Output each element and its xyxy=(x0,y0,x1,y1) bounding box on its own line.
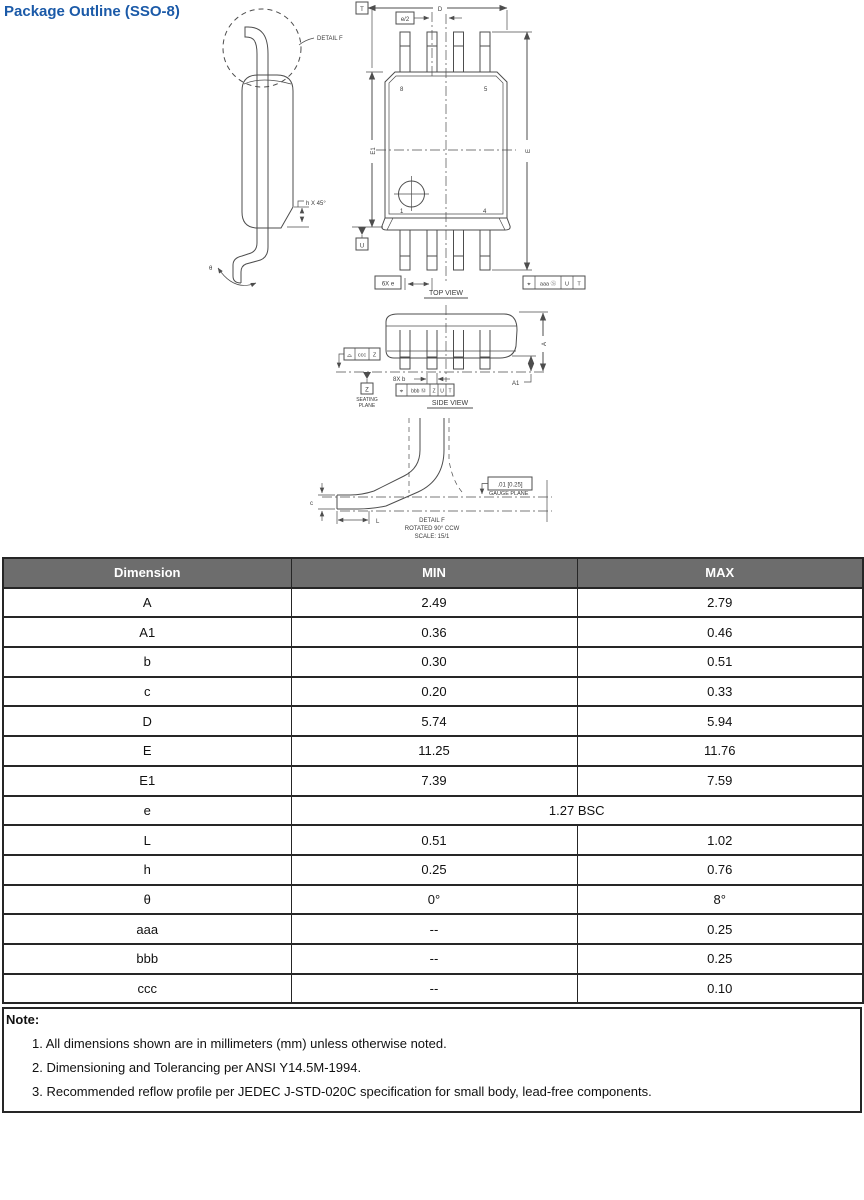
table-row xyxy=(3,617,863,647)
dimension-table-body xyxy=(3,588,863,1004)
max-cell: 0.10 xyxy=(577,974,863,1004)
max-cell: 5.94 xyxy=(577,706,863,736)
table-row xyxy=(3,944,863,974)
max-cell: 0.25 xyxy=(577,944,863,974)
dim-label-e1: E1 xyxy=(371,147,377,155)
detail-f-lead xyxy=(337,418,420,495)
lead-width-label: 8X b xyxy=(393,377,406,383)
dim-label-d: D xyxy=(437,7,443,13)
min-cell: 2.49 xyxy=(291,588,577,618)
notes-list xyxy=(4,1036,860,1099)
table-row xyxy=(3,588,863,618)
dimension-cell: E1 xyxy=(3,766,291,796)
dimension-cell: bbb xyxy=(3,944,291,974)
detail-f-view xyxy=(310,418,552,540)
seating-plane-label-1: SEATING xyxy=(356,397,378,403)
table-row xyxy=(3,677,863,707)
min-cell: -- xyxy=(291,944,577,974)
min-cell: 0.51 xyxy=(291,825,577,855)
dimension-cell: D xyxy=(3,706,291,736)
fcf-ccc-tolerance: ccc xyxy=(357,352,367,359)
fcf-tolerance: aaa Ⓢ xyxy=(539,281,557,288)
table-row xyxy=(3,706,863,736)
fcf-b-tolerance: bbb Ⓜ xyxy=(411,388,426,395)
table-row xyxy=(3,914,863,944)
dim-label-l: L xyxy=(376,519,380,525)
fcf-datum-1: U xyxy=(565,281,569,288)
fcf-b-datum-2: U xyxy=(440,388,444,395)
dim-label-e: E xyxy=(526,148,532,154)
max-cell: 0.33 xyxy=(577,677,863,707)
top-view-fcf xyxy=(523,276,585,289)
max-cell: 1.02 xyxy=(577,825,863,855)
note-item: 1. All dimensions shown are in millimeters (mm) unless otherwise noted. xyxy=(32,1036,447,1051)
note-item: 2. Dimensioning and Tolerancing per ANSI Y14.5M-1994. xyxy=(32,1060,362,1075)
max-cell: 0.51 xyxy=(577,647,863,677)
chamfer-label: h X 45° xyxy=(306,201,326,207)
dim-label-e-half: e/2 xyxy=(400,17,410,23)
fcf-b-datum-1: Z xyxy=(432,388,436,395)
table-row xyxy=(3,855,863,885)
side-view-caption: SIDE VIEW xyxy=(431,400,469,407)
dimension-cell: c xyxy=(3,677,291,707)
min-cell: -- xyxy=(291,914,577,944)
dimension-cell: b xyxy=(3,647,291,677)
detail-f-scale-note: SCALE: 15/1 xyxy=(414,534,450,540)
fcf-profile-symbol: ⌓ xyxy=(347,353,352,359)
min-cell: 0.25 xyxy=(291,855,577,885)
notes-box xyxy=(2,1007,862,1113)
profile-view xyxy=(209,9,343,285)
dimension-cell: e xyxy=(3,796,291,826)
max-cell: 11.76 xyxy=(577,736,863,766)
pin-number-8: 8 xyxy=(400,87,404,93)
max-cell: 0.25 xyxy=(577,914,863,944)
seating-plane-label-2: PLANE xyxy=(358,403,376,409)
fcf-ccc-datum: Z xyxy=(372,352,377,359)
fcf-b-position-symbol: ⌖ xyxy=(399,389,404,395)
table-row xyxy=(3,974,863,1004)
max-cell: 8° xyxy=(577,885,863,915)
package-outline-drawing xyxy=(0,0,864,552)
merged-value-cell: 1.27 BSC xyxy=(291,796,863,826)
detail-f-rotation-note: ROTATED 90° CCW xyxy=(404,526,460,532)
theta-label: θ xyxy=(209,266,213,272)
dimension-cell: ccc xyxy=(3,974,291,1004)
fcf-position-symbol: ⌖ xyxy=(527,282,531,288)
dimension-table-container xyxy=(2,557,862,1004)
fcf-datum-2: T xyxy=(577,281,581,288)
table-row xyxy=(3,736,863,766)
min-cell: 11.25 xyxy=(291,736,577,766)
notes-label: Note: xyxy=(6,1012,40,1027)
pin-number-5: 5 xyxy=(484,87,488,93)
fcf-b-datum-3: T xyxy=(448,388,452,395)
max-cell: 0.76 xyxy=(577,855,863,885)
side-view-body xyxy=(386,314,517,358)
side-view-fcf-ccc xyxy=(339,348,380,368)
dimension-cell: L xyxy=(3,825,291,855)
pin-number-1: 1 xyxy=(400,209,404,215)
max-cell: 2.79 xyxy=(577,588,863,618)
min-cell: -- xyxy=(291,974,577,1004)
dimension-cell: h xyxy=(3,855,291,885)
side-view-fcf-bbb xyxy=(396,384,454,396)
dimension-cell: θ xyxy=(3,885,291,915)
table-row xyxy=(3,766,863,796)
top-view xyxy=(352,2,585,298)
dimension-cell: A1 xyxy=(3,617,291,647)
dimension-cell: A xyxy=(3,588,291,618)
col-header-min: MIN xyxy=(291,558,577,588)
max-cell: 0.46 xyxy=(577,617,863,647)
dim-label-a: A xyxy=(542,341,548,347)
datum-t: T xyxy=(360,7,364,13)
detail-f-callout: DETAIL F xyxy=(317,36,343,42)
table-row xyxy=(3,885,863,915)
min-cell: 5.74 xyxy=(291,706,577,736)
gauge-plane-label: GAUGE PLANE xyxy=(489,491,529,497)
min-cell: 0.30 xyxy=(291,647,577,677)
dim-label-c: c xyxy=(310,501,313,507)
table-row xyxy=(3,647,863,677)
side-view xyxy=(336,305,548,409)
pitch-label: 6X e xyxy=(381,281,395,288)
datum-u: U xyxy=(359,243,365,250)
col-header-max: MAX xyxy=(577,558,863,588)
min-cell: 0° xyxy=(291,885,577,915)
dimension-cell: E xyxy=(3,736,291,766)
datum-z: Z xyxy=(365,387,369,394)
page-title: Package Outline (SSO-8) xyxy=(4,3,180,20)
note-item: 3. Recommended reflow profile per JEDEC J-STD-020C specification for small body, lead-free components. xyxy=(32,1084,652,1099)
col-header-dimension: Dimension xyxy=(3,558,291,588)
min-cell: 0.20 xyxy=(291,677,577,707)
table-header-row xyxy=(3,558,863,588)
dim-label-a1: A1 xyxy=(512,381,520,387)
top-view-caption: TOP VIEW xyxy=(429,290,463,297)
gauge-plane-value: .01 [0.25] xyxy=(497,482,523,489)
table-row xyxy=(3,825,863,855)
table-row xyxy=(3,796,863,826)
max-cell: 7.59 xyxy=(577,766,863,796)
dimension-cell: aaa xyxy=(3,914,291,944)
min-cell: 7.39 xyxy=(291,766,577,796)
dimension-table xyxy=(2,557,864,1004)
min-cell: 0.36 xyxy=(291,617,577,647)
pin-number-4: 4 xyxy=(483,209,487,215)
detail-f-caption: DETAIL F xyxy=(419,518,445,524)
